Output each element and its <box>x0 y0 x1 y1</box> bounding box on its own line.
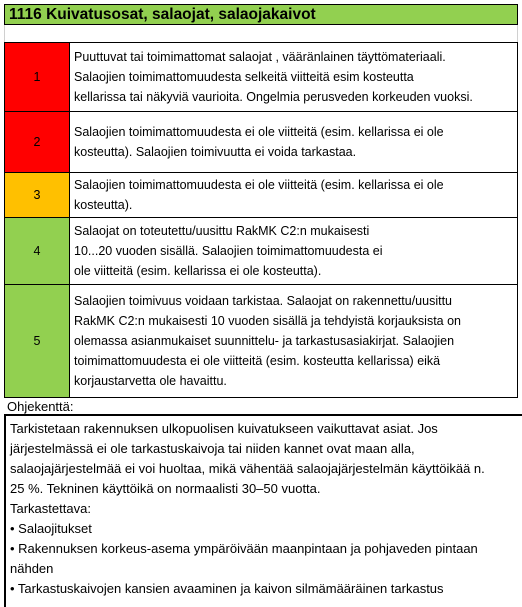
description-cell <box>70 43 518 112</box>
grade-cell: 1 <box>5 43 70 112</box>
grade-cell: 3 <box>5 173 70 218</box>
condition-table <box>4 42 518 398</box>
description-cell <box>70 218 518 285</box>
description-line: korjaustarvetta ole havaittu. <box>74 374 227 388</box>
table-row <box>5 112 518 173</box>
help-line: • Salaojitukset <box>10 521 92 536</box>
help-text-box <box>4 414 522 607</box>
help-line: Tarkastettava: <box>10 501 91 516</box>
help-line: • Rakennuksen korkeus-asema ympäröivään maanpintaan ja pohjaveden pintaan <box>10 541 478 556</box>
section-title: 1116 Kuivatusosat, salaojat, salaojakaivot <box>4 4 518 25</box>
description-line: kellarissa tai näkyviä vaurioita. Ongelmia perusveden korkeuden vuoksi. <box>74 90 473 104</box>
table-row <box>5 43 518 112</box>
grade-cell: 4 <box>5 218 70 285</box>
description-line: Salaojien toimimattomuudesta ei ole viitteitä (esim. kellarissa ei ole <box>74 178 444 192</box>
grade-cell: 2 <box>5 112 70 173</box>
help-line: salaojajärjestelmää ei voi huoltaa, mikä vähentää salaojajärjestelmän käyttöikää n. <box>10 461 485 476</box>
table-row <box>5 218 518 285</box>
description-line: RakMK C2:n mukaisesti 10 vuoden sisällä ja tehdyistä korjauksista on <box>74 314 461 328</box>
help-line: Tarkistetaan rakennuksen ulkopuolisen kuivatukseen vaikuttavat asiat. Jos <box>10 421 438 436</box>
description-line: ole viitteitä (esim. kellarissa ei ole kosteutta). <box>74 264 322 278</box>
description-cell <box>70 112 518 173</box>
table-row <box>5 173 518 218</box>
description-line: kosteutta). <box>74 198 133 212</box>
description-line: toimimattomuudesta ei ole viitteitä (esim. kosteutta kellarissa) eikä <box>74 354 441 368</box>
grade-cell: 5 <box>5 285 70 398</box>
description-line: olemassa asianmukaiset suunnittelu- ja tarkastusasiakirjat. Salaojien <box>74 334 455 348</box>
empty-row <box>4 25 518 42</box>
help-label: Ohjekenttä: <box>7 399 74 414</box>
help-line: 25 %. Tekninen käyttöikä on normaalisti 30–50 vuotta. <box>10 481 321 496</box>
description-line: Salaojien toimimattomuudesta ei ole viitteitä (esim. kellarissa ei ole <box>74 125 444 139</box>
help-line: • Tarkastuskaivojen kansien avaaminen ja kaivon silmämääräinen tarkastus <box>10 581 444 596</box>
description-line: Salaojien toimimattomuudesta selkeitä viitteitä esim kosteutta <box>74 70 414 84</box>
description-line: Salaojien toimivuus voidaan tarkistaa. Salaojat on rakennettu/uusittu <box>74 294 453 308</box>
description-line: Puuttuvat tai toimimattomat salaojat , vääränlainen täyttömateriaali. <box>74 50 446 64</box>
description-cell <box>70 285 518 398</box>
description-line: 10...20 vuoden sisällä. Salaojien toimimattomuudesta ei <box>74 244 383 258</box>
help-line: järjestelmässä ei ole tarkastuskaivoja tai niiden kannet ovat maan alla, <box>10 441 415 456</box>
description-cell <box>70 173 518 218</box>
description-line: Salaojat on toteutettu/uusittu RakMK C2:n mukaisesti <box>74 224 370 238</box>
description-line: kosteutta). Salaojien toimivuutta ei voida tarkastaa. <box>74 145 357 159</box>
table-row <box>5 285 518 398</box>
help-line: nähden <box>10 561 54 576</box>
